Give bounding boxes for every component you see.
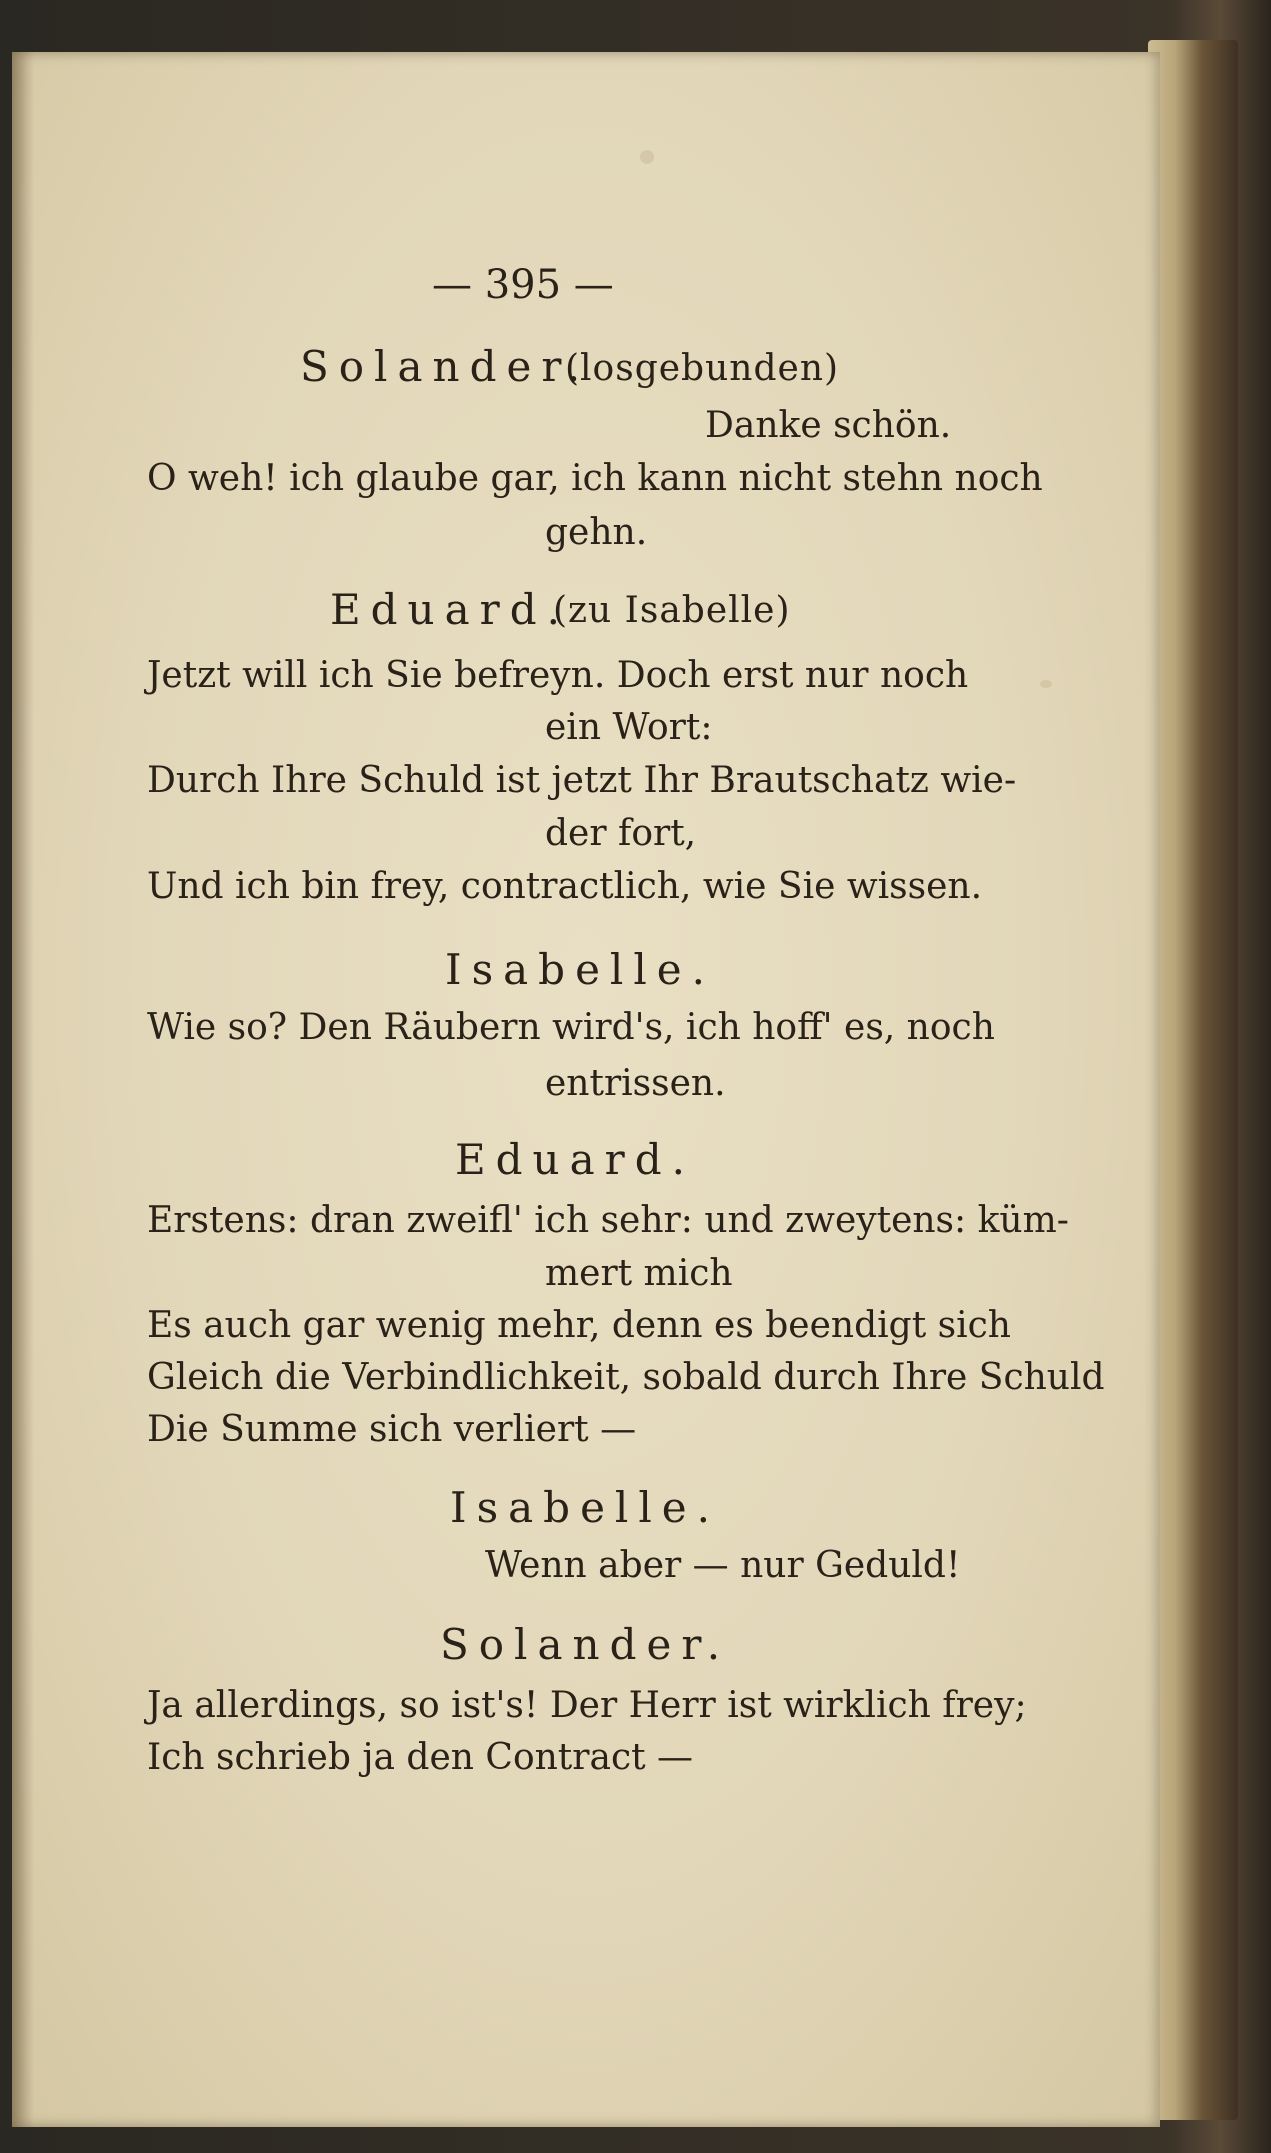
verse-line: ein Wort: xyxy=(545,707,713,748)
speaker-solander: Solander. xyxy=(300,342,591,391)
verse-line: Ich schrieb ja den Contract — xyxy=(147,1737,694,1778)
verse-line: Ja allerdings, so ist's! Der Herr ist wirklich frey; xyxy=(147,1685,1027,1726)
verse-line: gehn. xyxy=(545,512,648,553)
paper-stain xyxy=(640,150,654,164)
verse-line: Und ich bin frey, contractlich, wie Sie wissen. xyxy=(147,866,983,907)
verse-line: entrissen. xyxy=(545,1063,726,1104)
verse-line: Jetzt will ich Sie befreyn. Doch erst nur noch xyxy=(147,655,969,696)
speaker-solander: Solander. xyxy=(440,1620,731,1669)
page-number: — 395 — xyxy=(432,262,614,308)
verse-line: Erstens: dran zweifl' ich sehr: und zweytens: küm- xyxy=(147,1200,1069,1241)
verse-line: Wenn aber — nur Geduld! xyxy=(485,1545,961,1586)
speaker-eduard: Eduard. xyxy=(330,585,570,634)
verse-line: der fort, xyxy=(545,813,697,854)
stage-direction: (losgebunden) xyxy=(565,348,840,389)
verse-line: Wie so? Den Räubern wird's, ich hoff' es, noch xyxy=(147,1007,995,1048)
verse-line: Durch Ihre Schuld ist jetzt Ihr Brautschatz wie- xyxy=(147,760,1017,801)
verse-line: O weh! ich glaube gar, ich kann nicht stehn noch xyxy=(147,458,1043,499)
stage-direction: (zu Isabelle) xyxy=(553,590,791,631)
page-stack-edge xyxy=(1148,40,1238,2120)
speaker-eduard: Eduard. xyxy=(455,1135,695,1184)
verse-line: Die Summe sich verliert — xyxy=(147,1409,637,1450)
page-gutter xyxy=(12,52,34,2127)
speaker-isabelle: Isabelle. xyxy=(445,945,715,994)
verse-line: mert mich xyxy=(545,1253,733,1294)
verse-line: Gleich die Verbindlichkeit, sobald durch Ihre Schuld xyxy=(147,1357,1105,1398)
paper-stain xyxy=(1040,680,1052,688)
verse-line: Es auch gar wenig mehr, denn es beendigt sich xyxy=(147,1305,1011,1346)
verse-line: Danke schön. xyxy=(705,405,952,446)
speaker-isabelle: Isabelle. xyxy=(450,1483,720,1532)
